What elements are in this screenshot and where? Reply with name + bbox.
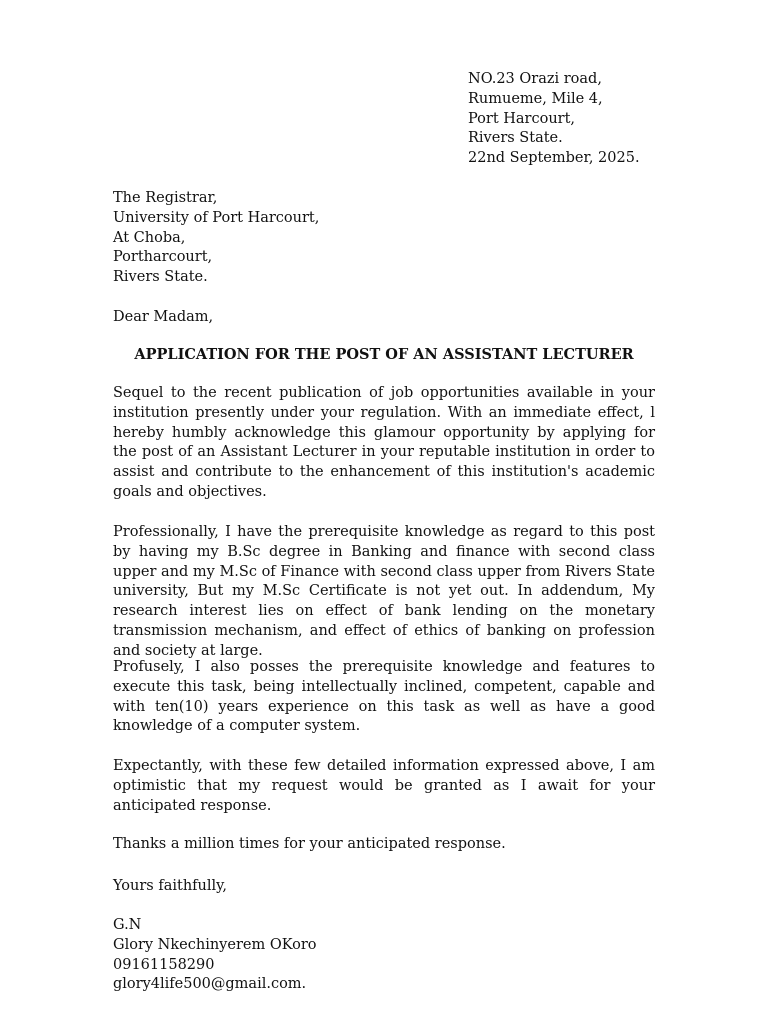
recipient-institution: University of Port Harcourt, (113, 209, 320, 226)
sender-street: NO.23 Orazi road, (468, 71, 602, 87)
recipient-title: The Registrar, (113, 190, 218, 206)
letter-date: 22nd September, 2025. (468, 150, 640, 167)
letter-subject: APPLICATION FOR THE POST OF AN ASSISTANT LECTURER (134, 346, 634, 363)
body-paragraph: Sequel to the recent publication of job opportunities available in your institution presently under your regulation. With an immediate effect, l hereby humbly acknowledge this glamour opportunity by applying for the post of an Assistant Lecturer in your reputable institution in order to assist and contribute to the enhancement of this institution's academic goals and objectives. (113, 385, 655, 500)
signature-initials: G.N (113, 917, 142, 933)
signature-phone: 09161158290 (113, 956, 215, 973)
body-paragraph: Expectantly, with these few detailed information expressed above, I am optimistic that my request would be granted as I await for your anticipated response. (113, 758, 655, 814)
recipient-city: Portharcourt, (113, 249, 213, 266)
salutation: Dear Madam, (113, 309, 214, 325)
recipient-address (113, 189, 513, 288)
signature-name: Glory Nkechinyerem OKoro (113, 936, 317, 953)
body-paragraph: Professionally, I have the prerequisite knowledge as regard to this post by having my B.Sc degree in Banking and finance with second class upper and my M.Sc of Finance with second class upper from Rivers State university, But my M.Sc Certificate is not yet out. In addendum, My research interest lies on effect of bank lending on the monetary transmission mechanism, and effect of ethics of banking on profession and society at large. (113, 524, 655, 659)
sender-state: Rivers State. (468, 130, 563, 147)
signature-block (113, 916, 513, 995)
closing-line: Yours faithfully, (113, 878, 228, 894)
thanks-line: Thanks a million times for your anticipated response. (113, 836, 506, 852)
signature-email: glory4life500@gmail.com. (113, 976, 307, 993)
sender-area: Rumueme, Mile 4, (468, 90, 603, 107)
sender-address (468, 70, 758, 169)
sender-city: Port Harcourt, (468, 110, 576, 127)
recipient-location: At Choba, (113, 229, 186, 246)
body-paragraph: Profusely, I also posses the prerequisite knowledge and features to execute this task, being intellectually inclined, competent, capable and with ten(10) years experience on this task as well as have a good knowledge of a computer system. (113, 659, 655, 735)
recipient-state: Rivers State. (113, 269, 208, 286)
